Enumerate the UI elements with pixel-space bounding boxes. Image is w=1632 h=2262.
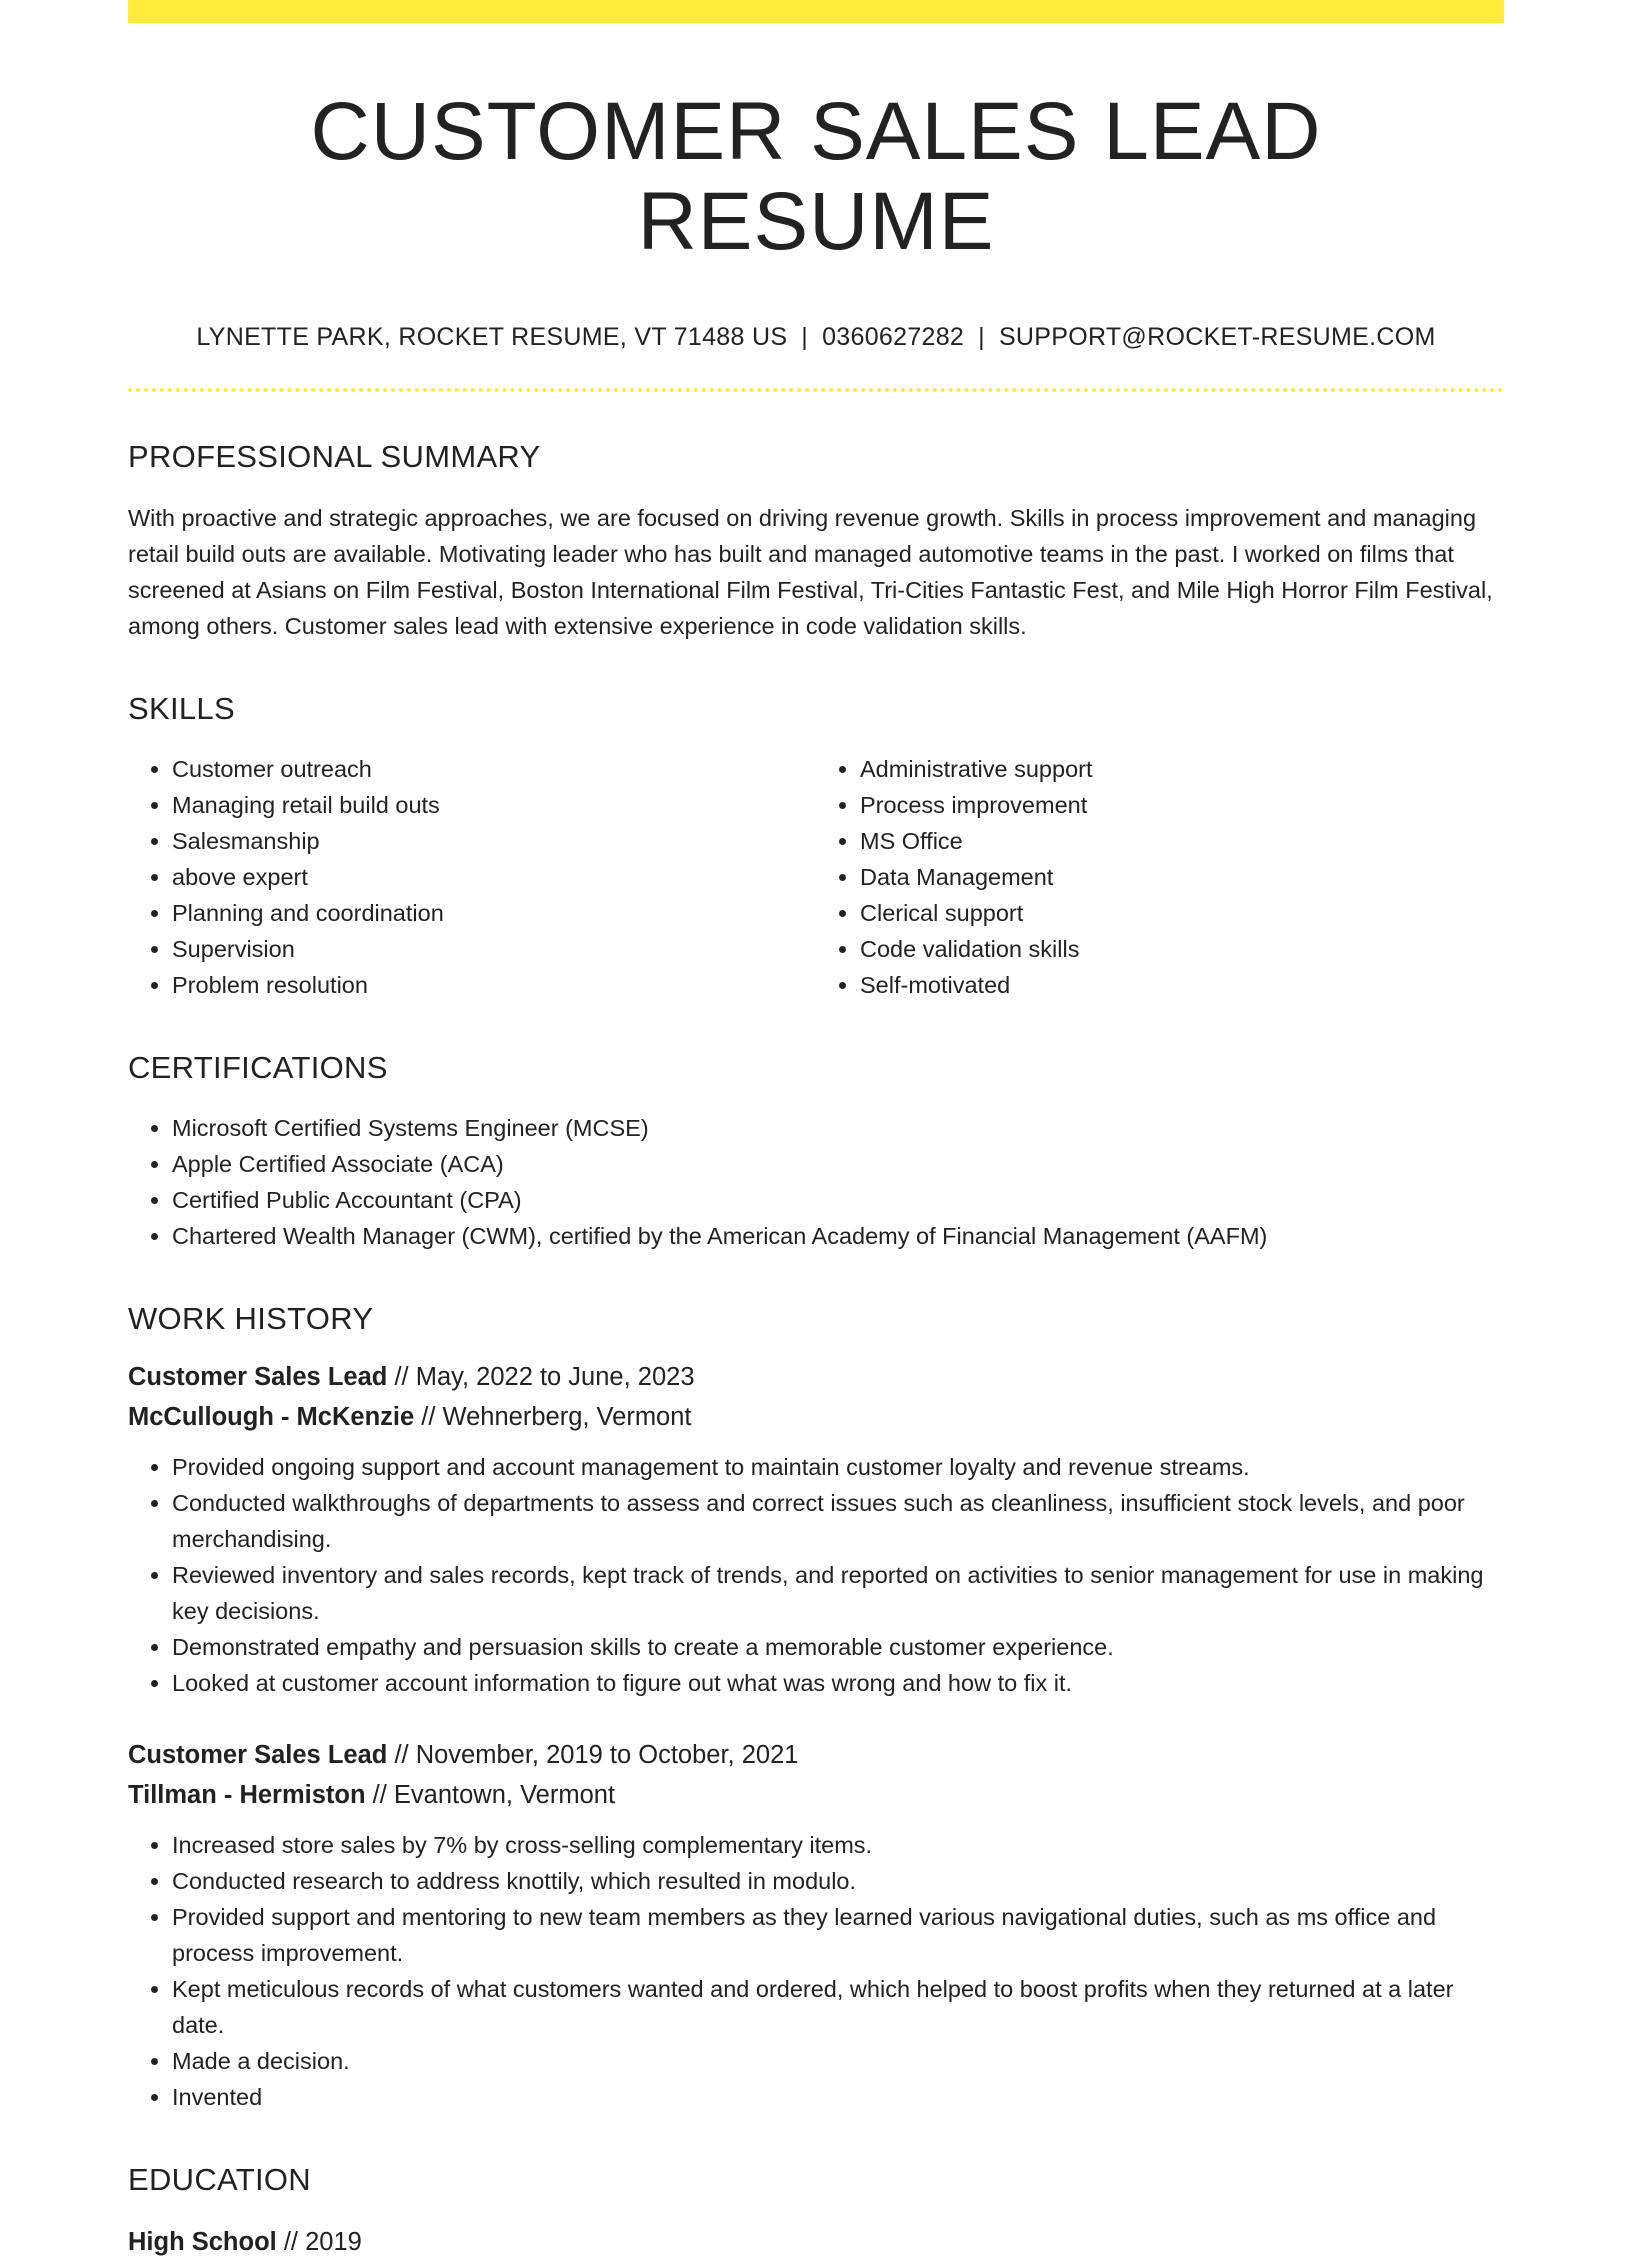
summary-text: With proactive and strategic approaches, we are focused on driving revenue growth. Skills in process improvement and managing retail build outs are available. Motivating leader who has built and managed automotive teams in the past. I worked on films that screened at Asians on Film Festival, Boston International Film Festival, Tri-Cities Fantastic Fest, and Mile High Horror Film Festival, among others. Customer sales lead with extensive experience in code validation skills. — [128, 504, 1493, 639]
job-title: Customer Sales Lead — [128, 1363, 388, 1392]
job-company-line — [128, 1775, 1504, 1815]
job-bullets — [128, 1827, 1504, 2115]
education-heading: EDUCATION — [128, 2162, 311, 2198]
job-bullet: • Invented — [172, 2079, 1504, 2115]
education-year: // 2019 — [276, 2228, 362, 2257]
job-bullet: • Kept meticulous records of what customers wanted and ordered, which helped to boost profits when they returned at a later date. — [172, 1971, 1504, 2043]
resume-page — [128, 0, 1504, 2262]
skill-item: • Supervision — [172, 931, 816, 967]
certification-item: • Certified Public Accountant (CPA) — [172, 1182, 1504, 1218]
skill-item: • above expert — [172, 859, 816, 895]
skill-item: • Salesmanship — [172, 823, 816, 859]
summary-heading: PROFESSIONAL SUMMARY — [128, 439, 541, 475]
skill-item: • Customer outreach — [172, 751, 816, 787]
job-title-line — [128, 1735, 1504, 1775]
skill-item: • Code validation skills — [860, 931, 1504, 967]
skill-item: • Process improvement — [860, 787, 1504, 823]
skill-item: • Clerical support — [860, 895, 1504, 931]
job-bullet: • Provided ongoing support and account management to maintain customer loyalty and revenue streams. — [172, 1449, 1504, 1485]
work-history-heading: WORK HISTORY — [128, 1300, 374, 1336]
skill-item: • MS Office — [860, 823, 1504, 859]
job-dates: // May, 2022 to June, 2023 — [387, 1363, 695, 1392]
job-bullet: • Made a decision. — [172, 2043, 1504, 2079]
certifications-list — [128, 1110, 1504, 1254]
skill-item: • Self-motivated — [860, 967, 1504, 1003]
contact-separator: | — [801, 323, 809, 352]
skills-list-right — [816, 751, 1504, 1003]
education-entry — [128, 2222, 1504, 2262]
job-bullet: • Increased store sales by 7% by cross-selling complementary items. — [172, 1827, 1504, 1863]
skill-item: • Problem resolution — [172, 967, 816, 1003]
job-dates: // November, 2019 to October, 2021 — [387, 1741, 799, 1770]
job-bullet: • Conducted walkthroughs of departments to assess and correct issues such as cleanliness, insufficient stock levels, and poor merchandising. — [172, 1485, 1504, 1557]
job-entry — [128, 1357, 1504, 1701]
accent-top-bar — [128, 0, 1504, 23]
contact-separator: | — [978, 323, 985, 352]
job-location: // Wehnerberg, Vermont — [414, 1403, 692, 1432]
job-title: Customer Sales Lead — [128, 1741, 388, 1770]
job-bullets — [128, 1449, 1504, 1701]
contact-phone: 0360627282 — [822, 323, 965, 352]
job-entry — [128, 1735, 1504, 2115]
job-bullet: • Provided support and mentoring to new team members as they learned various navigational duties, such as ms office and process improvement. — [172, 1899, 1504, 1971]
skill-item: • Data Management — [860, 859, 1504, 895]
resume-title: CUSTOMER SALES LEAD RESUME — [310, 86, 1322, 268]
job-location: // Evantown, Vermont — [365, 1781, 616, 1810]
skill-item: • Managing retail build outs — [172, 787, 816, 823]
skills-heading: SKILLS — [128, 690, 235, 726]
job-company: McCullough - McKenzie — [128, 1403, 415, 1432]
contact-address: LYNETTE PARK, ROCKET RESUME, VT 71488 US — [196, 323, 788, 352]
job-bullet: • Reviewed inventory and sales records, kept track of trends, and reported on activities to senior management for use in making key decisions. — [172, 1557, 1504, 1629]
certifications-heading: CERTIFICATIONS — [128, 1049, 388, 1085]
education-degree: High School — [128, 2228, 277, 2257]
skill-item: • Administrative support — [860, 751, 1504, 787]
job-bullet: • Conducted research to address knottily, which resulted in modulo. — [172, 1863, 1504, 1899]
job-bullet: • Looked at customer account information to figure out what was wrong and how to fix it. — [172, 1665, 1504, 1701]
contact-email: SUPPORT@ROCKET-RESUME.COM — [998, 323, 1436, 352]
job-title-line — [128, 1357, 1504, 1397]
certification-item: • Microsoft Certified Systems Engineer (MCSE) — [172, 1110, 1504, 1146]
skill-item: • Planning and coordination — [172, 895, 816, 931]
certification-item: • Apple Certified Associate (ACA) — [172, 1146, 1504, 1182]
dotted-divider — [128, 388, 1504, 392]
skills-list-left — [128, 751, 816, 1003]
contact-line — [128, 323, 1504, 352]
certification-item: • Chartered Wealth Manager (CWM), certified by the American Academy of Financial Management (AAFM) — [172, 1218, 1504, 1254]
job-bullet: • Demonstrated empathy and persuasion skills to create a memorable customer experience. — [172, 1629, 1504, 1665]
job-company: Tillman - Hermiston — [128, 1781, 366, 1810]
job-company-line — [128, 1397, 1504, 1437]
skills-columns — [128, 751, 1504, 1003]
